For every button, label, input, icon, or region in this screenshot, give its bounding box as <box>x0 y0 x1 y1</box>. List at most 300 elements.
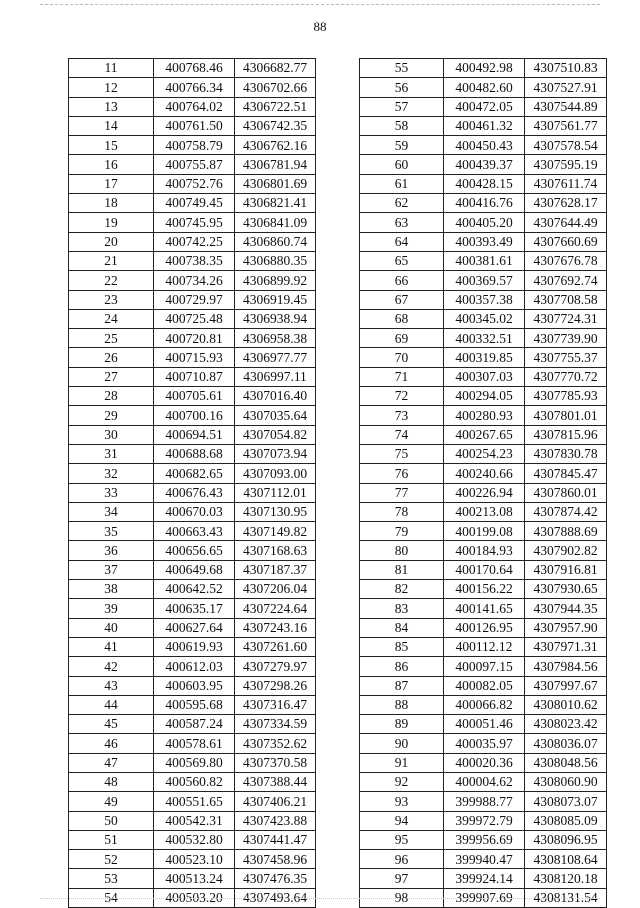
x-coordinate-cell: 400745.95 <box>154 213 235 232</box>
y-coordinate-cell: 4307845.47 <box>525 464 607 483</box>
y-coordinate-cell: 4307527.91 <box>525 78 607 97</box>
point-number-cell: 19 <box>69 213 154 232</box>
y-coordinate-cell: 4307860.01 <box>525 483 607 502</box>
table-row <box>360 174 607 193</box>
point-number-cell: 93 <box>360 792 444 811</box>
table-row <box>69 483 316 502</box>
y-coordinate-cell: 4307755.37 <box>525 348 607 367</box>
point-number-cell: 43 <box>69 676 154 695</box>
x-coordinate-cell: 400051.46 <box>444 715 525 734</box>
point-number-cell: 79 <box>360 522 444 541</box>
table-row <box>360 271 607 290</box>
table-row <box>69 599 316 618</box>
table-row <box>69 387 316 406</box>
y-coordinate-cell: 4307578.54 <box>525 136 607 155</box>
y-coordinate-cell: 4307971.31 <box>525 637 607 656</box>
coordinates-table-right <box>359 58 607 908</box>
y-coordinate-cell: 4306682.77 <box>235 59 316 78</box>
table-row <box>69 97 316 116</box>
point-number-cell: 61 <box>360 174 444 193</box>
table-row <box>69 657 316 676</box>
point-number-cell: 47 <box>69 753 154 772</box>
x-coordinate-cell: 400439.37 <box>444 155 525 174</box>
table-row <box>360 309 607 328</box>
table-row <box>69 869 316 888</box>
point-number-cell: 87 <box>360 676 444 695</box>
table-row <box>360 251 607 270</box>
point-number-cell: 98 <box>360 888 444 907</box>
point-number-cell: 77 <box>360 483 444 502</box>
y-coordinate-cell: 4306880.35 <box>235 251 316 270</box>
point-number-cell: 81 <box>360 560 444 579</box>
point-number-cell: 11 <box>69 59 154 78</box>
table-row <box>69 194 316 213</box>
x-coordinate-cell: 400020.36 <box>444 753 525 772</box>
table-row <box>360 464 607 483</box>
x-coordinate-cell: 400764.02 <box>154 97 235 116</box>
y-coordinate-cell: 4307561.77 <box>525 116 607 135</box>
table-row <box>69 830 316 849</box>
point-number-cell: 55 <box>360 59 444 78</box>
table-row <box>69 232 316 251</box>
point-number-cell: 28 <box>69 387 154 406</box>
point-number-cell: 54 <box>69 888 154 907</box>
point-number-cell: 85 <box>360 637 444 656</box>
point-number-cell: 37 <box>69 560 154 579</box>
point-number-cell: 82 <box>360 580 444 599</box>
point-number-cell: 86 <box>360 657 444 676</box>
x-coordinate-cell: 400066.82 <box>444 695 525 714</box>
x-coordinate-cell: 400461.32 <box>444 116 525 135</box>
y-coordinate-cell: 4307708.58 <box>525 290 607 309</box>
point-number-cell: 52 <box>69 850 154 869</box>
y-coordinate-cell: 4307279.97 <box>235 657 316 676</box>
x-coordinate-cell: 400199.08 <box>444 522 525 541</box>
table-row <box>360 387 607 406</box>
x-coordinate-cell: 400156.22 <box>444 580 525 599</box>
point-number-cell: 88 <box>360 695 444 714</box>
point-number-cell: 53 <box>69 869 154 888</box>
y-coordinate-cell: 4308048.56 <box>525 753 607 772</box>
x-coordinate-cell: 400758.79 <box>154 136 235 155</box>
x-coordinate-cell: 400369.57 <box>444 271 525 290</box>
y-coordinate-cell: 4307874.42 <box>525 502 607 521</box>
x-coordinate-cell: 400619.93 <box>154 637 235 656</box>
point-number-cell: 64 <box>360 232 444 251</box>
point-number-cell: 49 <box>69 792 154 811</box>
table-row <box>360 444 607 463</box>
point-number-cell: 32 <box>69 464 154 483</box>
point-number-cell: 29 <box>69 406 154 425</box>
table-row <box>360 734 607 753</box>
point-number-cell: 17 <box>69 174 154 193</box>
point-number-cell: 60 <box>360 155 444 174</box>
y-coordinate-cell: 4308010.62 <box>525 695 607 714</box>
y-coordinate-cell: 4307423.88 <box>235 811 316 830</box>
x-coordinate-cell: 400729.97 <box>154 290 235 309</box>
point-number-cell: 24 <box>69 309 154 328</box>
table-row <box>69 695 316 714</box>
y-coordinate-cell: 4308096.95 <box>525 830 607 849</box>
x-coordinate-cell: 400752.76 <box>154 174 235 193</box>
point-number-cell: 40 <box>69 618 154 637</box>
y-coordinate-cell: 4307352.62 <box>235 734 316 753</box>
point-number-cell: 18 <box>69 194 154 213</box>
x-coordinate-cell: 400663.43 <box>154 522 235 541</box>
table-row <box>360 830 607 849</box>
x-coordinate-cell: 400226.94 <box>444 483 525 502</box>
x-coordinate-cell: 400097.15 <box>444 657 525 676</box>
point-number-cell: 92 <box>360 772 444 791</box>
table-row <box>360 850 607 869</box>
y-coordinate-cell: 4307692.74 <box>525 271 607 290</box>
x-coordinate-cell: 400761.50 <box>154 116 235 135</box>
table-row <box>69 174 316 193</box>
point-number-cell: 57 <box>360 97 444 116</box>
y-coordinate-cell: 4307476.35 <box>235 869 316 888</box>
x-coordinate-cell: 400523.10 <box>154 850 235 869</box>
point-number-cell: 14 <box>69 116 154 135</box>
y-coordinate-cell: 4307187.37 <box>235 560 316 579</box>
table-row <box>360 406 607 425</box>
x-coordinate-cell: 400587.24 <box>154 715 235 734</box>
table-row <box>360 676 607 695</box>
x-coordinate-cell: 400705.61 <box>154 387 235 406</box>
x-coordinate-cell: 400578.61 <box>154 734 235 753</box>
y-coordinate-cell: 4307724.31 <box>525 309 607 328</box>
table-row <box>69 444 316 463</box>
x-coordinate-cell: 400738.35 <box>154 251 235 270</box>
y-coordinate-cell: 4306938.94 <box>235 309 316 328</box>
y-coordinate-cell: 4307770.72 <box>525 367 607 386</box>
x-coordinate-cell: 400749.45 <box>154 194 235 213</box>
table-row <box>360 657 607 676</box>
table-row <box>360 348 607 367</box>
x-coordinate-cell: 400319.85 <box>444 348 525 367</box>
x-coordinate-cell: 400254.23 <box>444 444 525 463</box>
y-coordinate-cell: 4307168.63 <box>235 541 316 560</box>
y-coordinate-cell: 4307676.78 <box>525 251 607 270</box>
y-coordinate-cell: 4308023.42 <box>525 715 607 734</box>
point-number-cell: 76 <box>360 464 444 483</box>
x-coordinate-cell: 400112.12 <box>444 637 525 656</box>
y-coordinate-cell: 4307628.17 <box>525 194 607 213</box>
point-number-cell: 74 <box>360 425 444 444</box>
x-coordinate-cell: 400503.20 <box>154 888 235 907</box>
table-row <box>69 213 316 232</box>
point-number-cell: 95 <box>360 830 444 849</box>
table-row <box>69 116 316 135</box>
table-row <box>69 290 316 309</box>
table-row <box>360 59 607 78</box>
table-row <box>360 116 607 135</box>
x-coordinate-cell: 400405.20 <box>444 213 525 232</box>
x-coordinate-cell: 400656.65 <box>154 541 235 560</box>
top-scan-rule <box>40 4 600 5</box>
table-row <box>360 695 607 714</box>
table-row <box>360 194 607 213</box>
y-coordinate-cell: 4306762.16 <box>235 136 316 155</box>
point-number-cell: 67 <box>360 290 444 309</box>
y-coordinate-cell: 4307093.00 <box>235 464 316 483</box>
x-coordinate-cell: 400603.95 <box>154 676 235 695</box>
y-coordinate-cell: 4307458.96 <box>235 850 316 869</box>
point-number-cell: 73 <box>360 406 444 425</box>
point-number-cell: 80 <box>360 541 444 560</box>
y-coordinate-cell: 4307035.64 <box>235 406 316 425</box>
table-row <box>360 97 607 116</box>
y-coordinate-cell: 4307944.35 <box>525 599 607 618</box>
y-coordinate-cell: 4307997.67 <box>525 676 607 695</box>
table-row <box>69 425 316 444</box>
table-row <box>69 715 316 734</box>
table-row <box>69 59 316 78</box>
coordinates-table-left <box>68 58 316 908</box>
point-number-cell: 50 <box>69 811 154 830</box>
x-coordinate-cell: 400635.17 <box>154 599 235 618</box>
x-coordinate-cell: 400294.05 <box>444 387 525 406</box>
x-coordinate-cell: 400213.08 <box>444 502 525 521</box>
point-number-cell: 26 <box>69 348 154 367</box>
x-coordinate-cell: 400393.49 <box>444 232 525 251</box>
y-coordinate-cell: 4307130.95 <box>235 502 316 521</box>
x-coordinate-cell: 399940.47 <box>444 850 525 869</box>
y-coordinate-cell: 4307224.64 <box>235 599 316 618</box>
y-coordinate-cell: 4307112.01 <box>235 483 316 502</box>
point-number-cell: 70 <box>360 348 444 367</box>
x-coordinate-cell: 400267.65 <box>444 425 525 444</box>
y-coordinate-cell: 4307510.83 <box>525 59 607 78</box>
x-coordinate-cell: 400357.38 <box>444 290 525 309</box>
point-number-cell: 69 <box>360 329 444 348</box>
table-row <box>69 309 316 328</box>
point-number-cell: 44 <box>69 695 154 714</box>
point-number-cell: 65 <box>360 251 444 270</box>
x-coordinate-cell: 400720.81 <box>154 329 235 348</box>
x-coordinate-cell: 400307.03 <box>444 367 525 386</box>
point-number-cell: 27 <box>69 367 154 386</box>
table-row <box>69 637 316 656</box>
x-coordinate-cell: 400280.93 <box>444 406 525 425</box>
table-row <box>69 329 316 348</box>
y-coordinate-cell: 4307984.56 <box>525 657 607 676</box>
table-row <box>360 232 607 251</box>
table-row <box>360 502 607 521</box>
point-number-cell: 94 <box>360 811 444 830</box>
point-number-cell: 84 <box>360 618 444 637</box>
table-row <box>360 792 607 811</box>
x-coordinate-cell: 400004.62 <box>444 772 525 791</box>
table-row <box>360 367 607 386</box>
x-coordinate-cell: 400035.97 <box>444 734 525 753</box>
point-number-cell: 91 <box>360 753 444 772</box>
point-number-cell: 75 <box>360 444 444 463</box>
y-coordinate-cell: 4307902.82 <box>525 541 607 560</box>
x-coordinate-cell: 400472.05 <box>444 97 525 116</box>
y-coordinate-cell: 4307785.93 <box>525 387 607 406</box>
point-number-cell: 15 <box>69 136 154 155</box>
y-coordinate-cell: 4307957.90 <box>525 618 607 637</box>
table-row <box>69 406 316 425</box>
table-row <box>69 367 316 386</box>
table-row <box>360 213 607 232</box>
point-number-cell: 46 <box>69 734 154 753</box>
x-coordinate-cell: 400184.93 <box>444 541 525 560</box>
x-coordinate-cell: 400710.87 <box>154 367 235 386</box>
x-coordinate-cell: 400766.34 <box>154 78 235 97</box>
point-number-cell: 58 <box>360 116 444 135</box>
y-coordinate-cell: 4306958.38 <box>235 329 316 348</box>
y-coordinate-cell: 4306801.69 <box>235 174 316 193</box>
y-coordinate-cell: 4307660.69 <box>525 232 607 251</box>
table-row <box>360 541 607 560</box>
point-number-cell: 48 <box>69 772 154 791</box>
bottom-scan-rule <box>40 898 600 899</box>
point-number-cell: 90 <box>360 734 444 753</box>
table-row <box>360 715 607 734</box>
point-number-cell: 38 <box>69 580 154 599</box>
point-number-cell: 42 <box>69 657 154 676</box>
x-coordinate-cell: 400595.68 <box>154 695 235 714</box>
y-coordinate-cell: 4307493.64 <box>235 888 316 907</box>
table-row <box>69 155 316 174</box>
y-coordinate-cell: 4307334.59 <box>235 715 316 734</box>
table-row <box>360 811 607 830</box>
x-coordinate-cell: 400513.24 <box>154 869 235 888</box>
table-row <box>360 483 607 502</box>
point-number-cell: 16 <box>69 155 154 174</box>
x-coordinate-cell: 400694.51 <box>154 425 235 444</box>
table-row <box>69 580 316 599</box>
point-number-cell: 12 <box>69 78 154 97</box>
x-coordinate-cell: 400569.80 <box>154 753 235 772</box>
x-coordinate-cell: 400141.65 <box>444 599 525 618</box>
y-coordinate-cell: 4307916.81 <box>525 560 607 579</box>
table-row <box>360 637 607 656</box>
point-number-cell: 56 <box>360 78 444 97</box>
x-coordinate-cell: 400715.93 <box>154 348 235 367</box>
y-coordinate-cell: 4307830.78 <box>525 444 607 463</box>
y-coordinate-cell: 4307206.04 <box>235 580 316 599</box>
x-coordinate-cell: 399972.79 <box>444 811 525 830</box>
y-coordinate-cell: 4306742.35 <box>235 116 316 135</box>
table-row <box>69 464 316 483</box>
y-coordinate-cell: 4307406.21 <box>235 792 316 811</box>
table-row <box>360 290 607 309</box>
x-coordinate-cell: 400345.02 <box>444 309 525 328</box>
point-number-cell: 39 <box>69 599 154 618</box>
x-coordinate-cell: 400755.87 <box>154 155 235 174</box>
y-coordinate-cell: 4306997.11 <box>235 367 316 386</box>
x-coordinate-cell: 400670.03 <box>154 502 235 521</box>
x-coordinate-cell: 400416.76 <box>444 194 525 213</box>
y-coordinate-cell: 4307644.49 <box>525 213 607 232</box>
y-coordinate-cell: 4306860.74 <box>235 232 316 251</box>
table-row <box>69 136 316 155</box>
table-row <box>360 560 607 579</box>
y-coordinate-cell: 4307930.65 <box>525 580 607 599</box>
y-coordinate-cell: 4307243.16 <box>235 618 316 637</box>
x-coordinate-cell: 399907.69 <box>444 888 525 907</box>
y-coordinate-cell: 4306841.09 <box>235 213 316 232</box>
point-number-cell: 63 <box>360 213 444 232</box>
x-coordinate-cell: 400768.46 <box>154 59 235 78</box>
table-row <box>69 811 316 830</box>
y-coordinate-cell: 4308073.07 <box>525 792 607 811</box>
x-coordinate-cell: 400170.64 <box>444 560 525 579</box>
y-coordinate-cell: 4307595.19 <box>525 155 607 174</box>
table-row <box>360 618 607 637</box>
y-coordinate-cell: 4306977.77 <box>235 348 316 367</box>
table-row <box>69 850 316 869</box>
y-coordinate-cell: 4306702.66 <box>235 78 316 97</box>
point-number-cell: 72 <box>360 387 444 406</box>
y-coordinate-cell: 4307073.94 <box>235 444 316 463</box>
table-row <box>360 580 607 599</box>
y-coordinate-cell: 4306781.94 <box>235 155 316 174</box>
table-row <box>69 676 316 695</box>
x-coordinate-cell: 399988.77 <box>444 792 525 811</box>
x-coordinate-cell: 400126.95 <box>444 618 525 637</box>
point-number-cell: 45 <box>69 715 154 734</box>
x-coordinate-cell: 400082.05 <box>444 676 525 695</box>
y-coordinate-cell: 4306919.45 <box>235 290 316 309</box>
page-number: 88 <box>313 19 327 34</box>
x-coordinate-cell: 400551.65 <box>154 792 235 811</box>
point-number-cell: 21 <box>69 251 154 270</box>
table-row <box>360 425 607 444</box>
point-number-cell: 68 <box>360 309 444 328</box>
x-coordinate-cell: 400450.43 <box>444 136 525 155</box>
point-number-cell: 96 <box>360 850 444 869</box>
x-coordinate-cell: 400649.68 <box>154 560 235 579</box>
y-coordinate-cell: 4307370.58 <box>235 753 316 772</box>
x-coordinate-cell: 399956.69 <box>444 830 525 849</box>
point-number-cell: 51 <box>69 830 154 849</box>
point-number-cell: 36 <box>69 541 154 560</box>
y-coordinate-cell: 4307388.44 <box>235 772 316 791</box>
point-number-cell: 89 <box>360 715 444 734</box>
x-coordinate-cell: 400682.65 <box>154 464 235 483</box>
point-number-cell: 97 <box>360 869 444 888</box>
x-coordinate-cell: 400734.26 <box>154 271 235 290</box>
y-coordinate-cell: 4306722.51 <box>235 97 316 116</box>
table-row <box>69 792 316 811</box>
y-coordinate-cell: 4307054.82 <box>235 425 316 444</box>
y-coordinate-cell: 4306899.92 <box>235 271 316 290</box>
y-coordinate-cell: 4307544.89 <box>525 97 607 116</box>
y-coordinate-cell: 4307316.47 <box>235 695 316 714</box>
point-number-cell: 20 <box>69 232 154 251</box>
table-row <box>360 522 607 541</box>
y-coordinate-cell: 4308085.09 <box>525 811 607 830</box>
x-coordinate-cell: 400676.43 <box>154 483 235 502</box>
y-coordinate-cell: 4307298.26 <box>235 676 316 695</box>
x-coordinate-cell: 400725.48 <box>154 309 235 328</box>
table-row <box>360 136 607 155</box>
x-coordinate-cell: 400532.80 <box>154 830 235 849</box>
point-number-cell: 33 <box>69 483 154 502</box>
table-row <box>69 772 316 791</box>
x-coordinate-cell: 399924.14 <box>444 869 525 888</box>
y-coordinate-cell: 4307016.40 <box>235 387 316 406</box>
table-row <box>360 599 607 618</box>
x-coordinate-cell: 400482.60 <box>444 78 525 97</box>
x-coordinate-cell: 400627.64 <box>154 618 235 637</box>
table-row <box>360 78 607 97</box>
x-coordinate-cell: 400700.16 <box>154 406 235 425</box>
point-number-cell: 31 <box>69 444 154 463</box>
